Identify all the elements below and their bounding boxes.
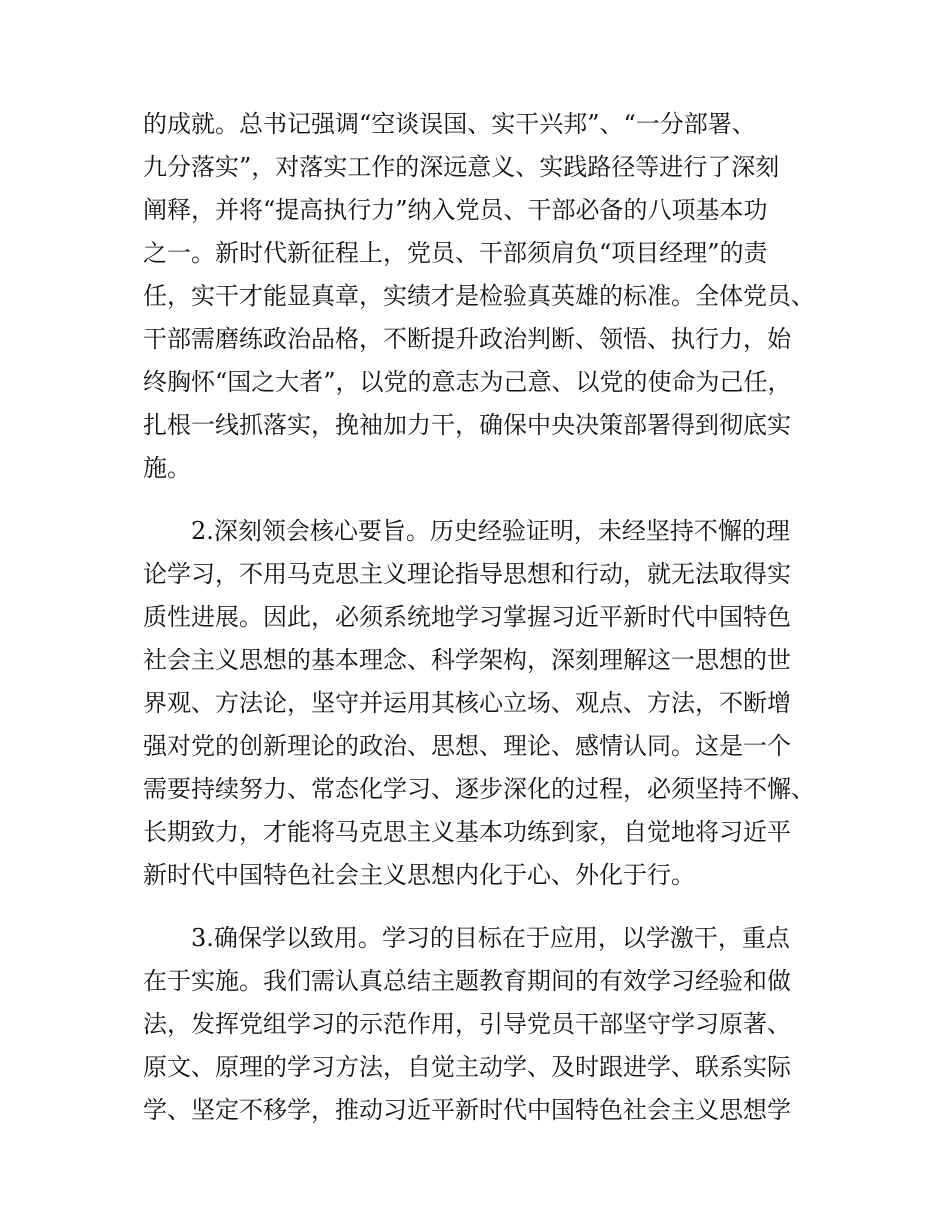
text-line: 施。 — [143, 454, 191, 482]
text-line: 阐释，并将“提高执行力”纳入党员、干部必备的八项基本功 — [143, 196, 768, 224]
text-line: 需要持续努力、常态化学习、逐步深化的过程，必须坚持不懈、 — [143, 775, 815, 803]
text-line: 干部需磨练政治品格，不断提升政治判断、领悟、执行力，始 — [143, 325, 791, 353]
text-line: 在于实施。我们需认真总结主题教育期间的有效学习经验和做 — [143, 967, 791, 995]
text-line: 任，实干才能显真章，实绩才是检验真英雄的标准。全体党员、 — [143, 282, 815, 310]
text-line: 新时代中国特色社会主义思想内化于心、外化于行。 — [143, 861, 695, 889]
text-line: 之一。新时代新征程上，党员、干部须肩负“项目经理”的责 — [143, 239, 768, 267]
text-line: 原文、原理的学习方法，自觉主动学、及时跟进学、联系实际 — [143, 1053, 791, 1081]
text-line: 质性进展。因此，必须系统地学习掌握习近平新时代中国特色 — [143, 603, 791, 631]
text-line: 终胸怀“国之大者”，以党的意志为己意、以党的使命为己任， — [143, 368, 792, 396]
text-line: 社会主义思想的基本理念、科学架构，深刻理解这一思想的世 — [143, 646, 791, 674]
paragraph-1 — [143, 103, 823, 490]
text-line: 的成就。总书记强调“空谈误国、实干兴邦”、“一分部署、 — [143, 110, 756, 138]
text-line: 法，发挥党组学习的示范作用，引导党员干部坚守学习原著、 — [143, 1010, 791, 1038]
text-line: 长期致力，才能将马克思主义基本功练到家，自觉地将习近平 — [143, 818, 791, 846]
text-line: 界观、方法论，坚守并运用其核心立场、观点、方法，不断增 — [143, 689, 791, 717]
text-line: 2.深刻领会核心要旨。历史经验证明，未经坚持不懈的理 — [191, 517, 790, 545]
paragraph-2 — [143, 510, 823, 897]
text-line: 强对党的创新理论的政治、思想、理论、感情认同。这是一个 — [143, 732, 791, 760]
document-body — [143, 103, 823, 1132]
text-line: 论学习，不用马克思主义理论指导思想和行动，就无法取得实 — [143, 560, 791, 588]
text-line: 3.确保学以致用。学习的目标在于应用，以学激干，重点 — [191, 924, 790, 952]
text-line: 扎根一线抓落实，挽袖加力干，确保中央决策部署得到彻底实 — [143, 411, 791, 439]
paragraph-3 — [143, 917, 823, 1132]
text-line: 九分落实”，对落实工作的深远意义、实践路径等进行了深刻 — [143, 153, 780, 181]
text-line: 学、坚定不移学，推动习近平新时代中国特色社会主义思想学 — [143, 1096, 791, 1124]
